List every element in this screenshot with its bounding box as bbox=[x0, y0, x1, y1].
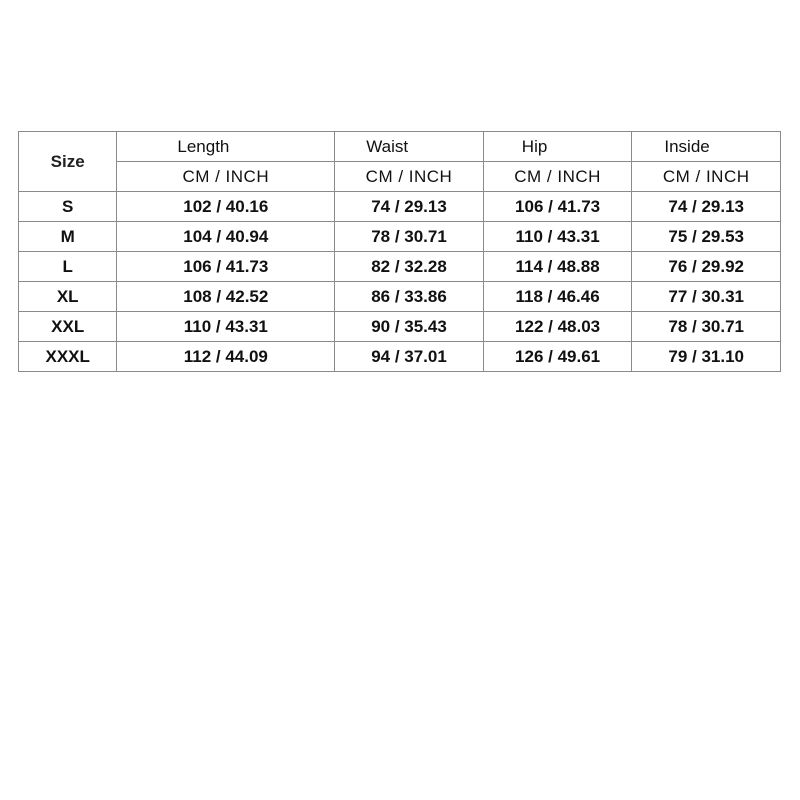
length-value: 108 / 42.52 bbox=[117, 282, 335, 312]
size-cell: XXL bbox=[19, 312, 117, 342]
table-row bbox=[19, 192, 781, 222]
size-cell: S bbox=[19, 192, 117, 222]
waist-value: 82 / 32.28 bbox=[335, 252, 484, 282]
size-cell: L bbox=[19, 252, 117, 282]
hip-value: 118 / 46.46 bbox=[483, 282, 632, 312]
size-cell: M bbox=[19, 222, 117, 252]
length-value: 110 / 43.31 bbox=[117, 312, 335, 342]
size-column-header: Size bbox=[19, 132, 117, 192]
waist-value: 86 / 33.86 bbox=[335, 282, 484, 312]
length-column-header: Length bbox=[117, 132, 335, 162]
length-value: 106 / 41.73 bbox=[117, 252, 335, 282]
size-cell: XXXL bbox=[19, 342, 117, 372]
header-row-measurements bbox=[19, 132, 781, 162]
hip-value: 122 / 48.03 bbox=[483, 312, 632, 342]
inside-value: 79 / 31.10 bbox=[632, 342, 781, 372]
waist-value: 94 / 37.01 bbox=[335, 342, 484, 372]
table-row bbox=[19, 252, 781, 282]
waist-value: 74 / 29.13 bbox=[335, 192, 484, 222]
inside-column-header: Inside bbox=[632, 132, 781, 162]
length-value: 112 / 44.09 bbox=[117, 342, 335, 372]
hip-value: 126 / 49.61 bbox=[483, 342, 632, 372]
table-row bbox=[19, 282, 781, 312]
waist-value: 78 / 30.71 bbox=[335, 222, 484, 252]
table-row bbox=[19, 312, 781, 342]
header-row-units bbox=[19, 162, 781, 192]
inside-value: 76 / 29.92 bbox=[632, 252, 781, 282]
size-cell: XL bbox=[19, 282, 117, 312]
waist-unit-header: CM / INCH bbox=[335, 162, 484, 192]
table-row bbox=[19, 342, 781, 372]
hip-column-header: Hip bbox=[483, 132, 632, 162]
table-row bbox=[19, 222, 781, 252]
hip-unit-header: CM / INCH bbox=[483, 162, 632, 192]
length-unit-header: CM / INCH bbox=[117, 162, 335, 192]
inside-unit-header: CM / INCH bbox=[632, 162, 781, 192]
hip-value: 110 / 43.31 bbox=[483, 222, 632, 252]
inside-value: 77 / 30.31 bbox=[632, 282, 781, 312]
waist-column-header: Waist bbox=[335, 132, 484, 162]
size-chart-table bbox=[18, 131, 781, 372]
hip-value: 114 / 48.88 bbox=[483, 252, 632, 282]
inside-value: 74 / 29.13 bbox=[632, 192, 781, 222]
inside-value: 75 / 29.53 bbox=[632, 222, 781, 252]
hip-value: 106 / 41.73 bbox=[483, 192, 632, 222]
length-value: 104 / 40.94 bbox=[117, 222, 335, 252]
waist-value: 90 / 35.43 bbox=[335, 312, 484, 342]
inside-value: 78 / 30.71 bbox=[632, 312, 781, 342]
length-value: 102 / 40.16 bbox=[117, 192, 335, 222]
